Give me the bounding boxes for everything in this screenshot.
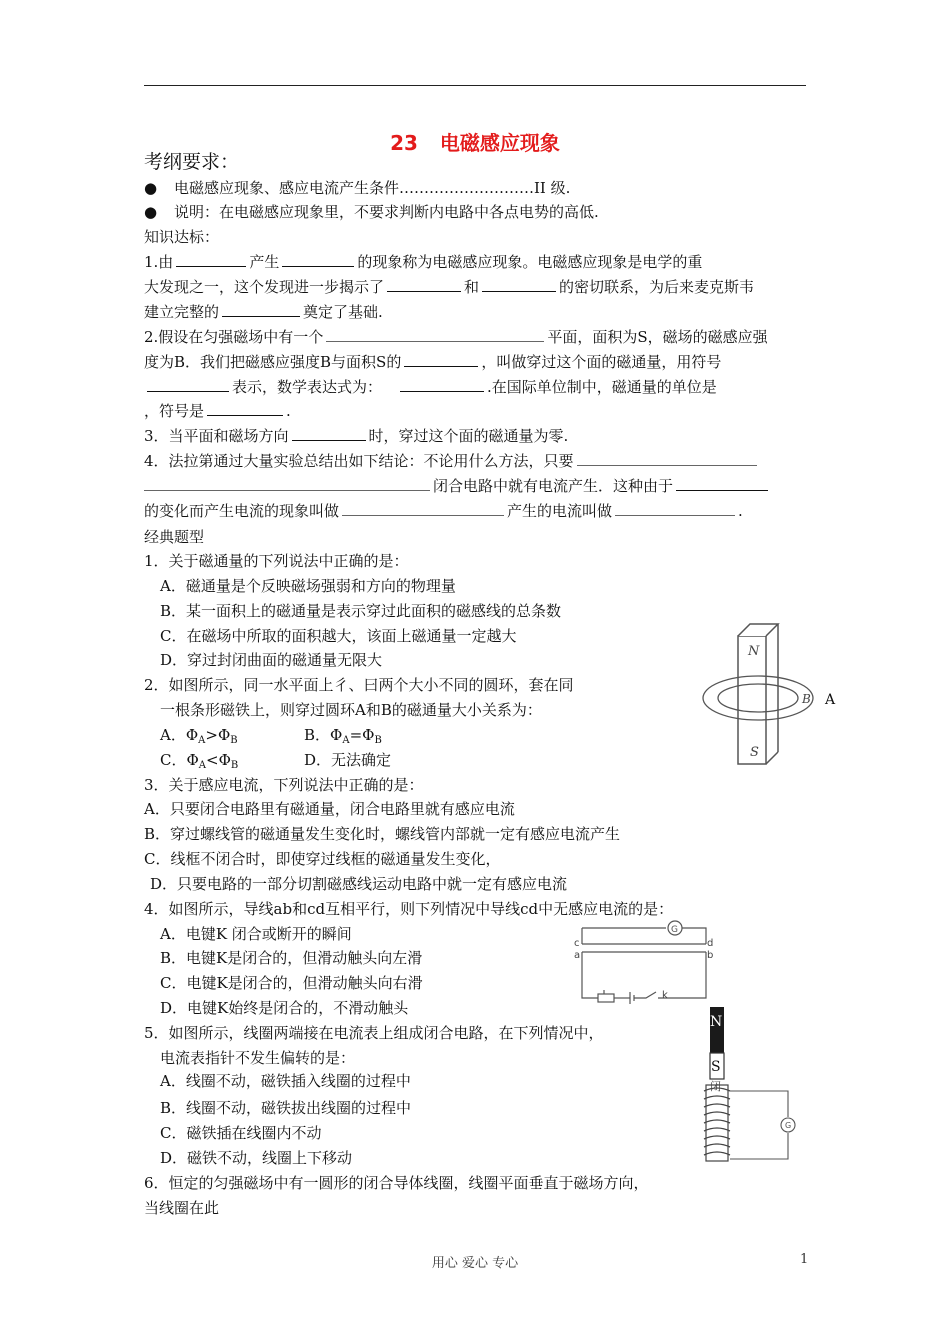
knowledge-q2-line3: 表示，数学表达式为： .在国际单位制中，磁通量的单位是 bbox=[144, 377, 717, 397]
blank bbox=[404, 352, 478, 367]
blank bbox=[577, 451, 757, 466]
ring-b-label: B bbox=[802, 692, 811, 706]
magnet-rings-figure bbox=[700, 618, 850, 770]
outline-bullet-2: ● 说明：在电磁感应现象里，不要求判断内电路中各点电势的高低. bbox=[144, 203, 599, 221]
wire-c-label: c bbox=[574, 938, 580, 949]
knowledge-q4-line1: 4．法拉第通过大量实验总结出如下结论：不论用什么方法，只要 bbox=[144, 451, 760, 471]
blank bbox=[176, 252, 246, 267]
knowledge-q2-line2: 度为B．我们把磁感应强度B与面积S的 ，叫做穿过这个面的磁通量，用符号 bbox=[144, 353, 722, 371]
wire-d-label: d bbox=[707, 938, 714, 949]
p4-stem: 4．如图所示，导线ab和cd互相平行，则下列情况中导线cd中无感应电流的是： bbox=[144, 900, 674, 918]
parallel-wires-circuit bbox=[570, 918, 716, 1004]
p5-option-d: D．磁铁不动，线圈上下移动 bbox=[160, 1149, 353, 1167]
knowledge-q1-line1: 1.由 产生 的现象称为电磁感应现象。电磁感应现象是电学的重 bbox=[144, 253, 703, 271]
coil-magnet-n-label: N bbox=[710, 1014, 723, 1030]
blank bbox=[282, 252, 354, 267]
switch-k-label: k bbox=[662, 990, 668, 1001]
blank bbox=[482, 277, 556, 292]
p4-option-a: A．电键K 闭合或断开的瞬间 bbox=[160, 925, 352, 943]
wire-a-label: a bbox=[574, 950, 581, 961]
bullet-icon: ● bbox=[144, 179, 158, 197]
outline-bullet-1: ● 电磁感应现象、感应电流产生条件………………………II 级. bbox=[144, 179, 571, 197]
coil-magnet-s-label: S bbox=[711, 1059, 721, 1075]
blank bbox=[222, 302, 300, 317]
p5-option-b: B．线圈不动，磁铁拔出线圈的过程中 bbox=[160, 1099, 412, 1117]
blank bbox=[207, 401, 283, 416]
knowledge-q4-line3: 的变化而产生电流的现象叫做 产生的电流叫做 . bbox=[144, 502, 743, 520]
outline-heading: 考纲要求： bbox=[144, 151, 240, 173]
title-text: 电磁感应现象 bbox=[439, 131, 560, 155]
p2-option-c: C．$\Phi_A<\Phi_B$ bbox=[160, 751, 239, 771]
blank bbox=[387, 277, 461, 292]
coil-tag-label: 闭 bbox=[710, 1080, 721, 1093]
p3-stem: 3．关于感应电流，下列说法中正确的是： bbox=[144, 776, 424, 794]
knowledge-heading: 知识达标： bbox=[144, 228, 220, 246]
p5-option-a: A．线圈不动，磁铁插入线圈的过程中 bbox=[160, 1072, 411, 1090]
knowledge-q4-line2: 闭合电路中就有电流产生．这种由于 bbox=[144, 476, 771, 496]
blank bbox=[676, 476, 768, 491]
p2-stem-2: 一根条形磁铁上，则穿过圆环A和B的磁通量大小关系为： bbox=[160, 701, 542, 719]
p2-stem-1: 2．如图所示，同一水平面上彳、曰两个大小不同的圆环，套在同 bbox=[144, 676, 574, 694]
p5-stem-2: 电流表指针不发生偏转的是： bbox=[160, 1049, 356, 1067]
p3-option-a: A．只要闭合电路里有磁通量，闭合电路里就有感应电流 bbox=[144, 800, 515, 818]
p1-option-a: A．磁通量是个反映磁场强弱和方向的物理量 bbox=[160, 577, 456, 595]
magnet-s-label: S bbox=[750, 745, 759, 760]
page-footer: 用心 爱心 专心 bbox=[431, 1256, 519, 1271]
p2-option-d: D．无法确定 bbox=[304, 751, 392, 769]
p1-stem: 1．关于磁通量的下列说法中正确的是： bbox=[144, 552, 409, 570]
p1-option-d: D．穿过封闭曲面的磁通量无限大 bbox=[160, 651, 383, 669]
p4-option-d: D．电键K始终是闭合的，不滑动触头 bbox=[160, 999, 409, 1017]
p4-option-c: C．电键K是闭合的，但滑动触头向右滑 bbox=[160, 974, 423, 992]
bullet-icon: ● bbox=[144, 203, 158, 221]
p2-option-a: A．$\Phi_A>\Phi_B$ bbox=[160, 726, 238, 746]
magnet-n-label: N bbox=[748, 644, 760, 659]
title-number: 23 bbox=[390, 131, 418, 155]
blank bbox=[400, 377, 484, 392]
blank bbox=[144, 476, 430, 491]
galvanometer-label: G bbox=[671, 925, 678, 935]
p3-option-b: B．穿过螺线管的磁通量发生变化时，螺线管内部就一定有感应电流产生 bbox=[144, 825, 621, 843]
knowledge-q1-line3: 建立完整的 奠定了基础. bbox=[144, 303, 383, 321]
coil-magnet-figure bbox=[700, 1005, 810, 1185]
p5-option-c: C．磁铁插在线圈内不动 bbox=[160, 1124, 322, 1142]
p4-option-b: B．电键K是闭合的，但滑动触头向左滑 bbox=[160, 949, 423, 967]
knowledge-q2-line1: 2.假设在匀强磁场中有一个 平面，面积为S，磁场的磁感应强 bbox=[144, 328, 768, 346]
knowledge-q2-line4: ，符号是 . bbox=[144, 402, 291, 420]
coil-galvanometer-label: G bbox=[785, 1121, 792, 1130]
p3-option-d: D．只要电路的一部分切割磁感线运动电路中就一定有感应电流 bbox=[150, 875, 568, 893]
page-title bbox=[0, 127, 950, 156]
classic-heading: 经典题型 bbox=[144, 528, 205, 546]
p5-stem-1: 5．如图所示，线圈两端接在电流表上组成闭合电路，在下列情况中， bbox=[144, 1024, 604, 1042]
p1-option-c: C．在磁场中所取的面积越大，该面上磁通量一定越大 bbox=[160, 627, 517, 645]
knowledge-q3: 3．当平面和磁场方向 时，穿过这个面的磁通量为零. bbox=[144, 427, 569, 445]
p2-option-b: B．$\Phi_A=\Phi_B$ bbox=[304, 726, 382, 746]
p3-option-c: C．线框不闭合时，即使穿过线框的磁通量发生变化， bbox=[144, 850, 501, 868]
knowledge-q1-line2: 大发现之一，这个发现进一步揭示了 和 的密切联系，为后来麦克斯韦 bbox=[144, 278, 755, 296]
blank bbox=[615, 501, 735, 516]
header-rule bbox=[144, 85, 806, 86]
blank bbox=[147, 377, 229, 392]
blank bbox=[326, 327, 544, 342]
p6-stem-2: 当线圈在此 bbox=[144, 1199, 220, 1217]
p6-stem-1: 6．恒定的匀强磁场中有一圆形的闭合导体线圈，线圈平面垂直于磁场方向， bbox=[144, 1174, 649, 1192]
p1-option-b: B．某一面积上的磁通量是表示穿过此面积的磁感线的总条数 bbox=[160, 602, 562, 620]
page-number: 1 bbox=[800, 1252, 809, 1267]
blank bbox=[292, 426, 366, 441]
ring-a-label: A bbox=[825, 692, 836, 708]
blank bbox=[342, 501, 504, 516]
wire-b-label: b bbox=[707, 950, 714, 961]
